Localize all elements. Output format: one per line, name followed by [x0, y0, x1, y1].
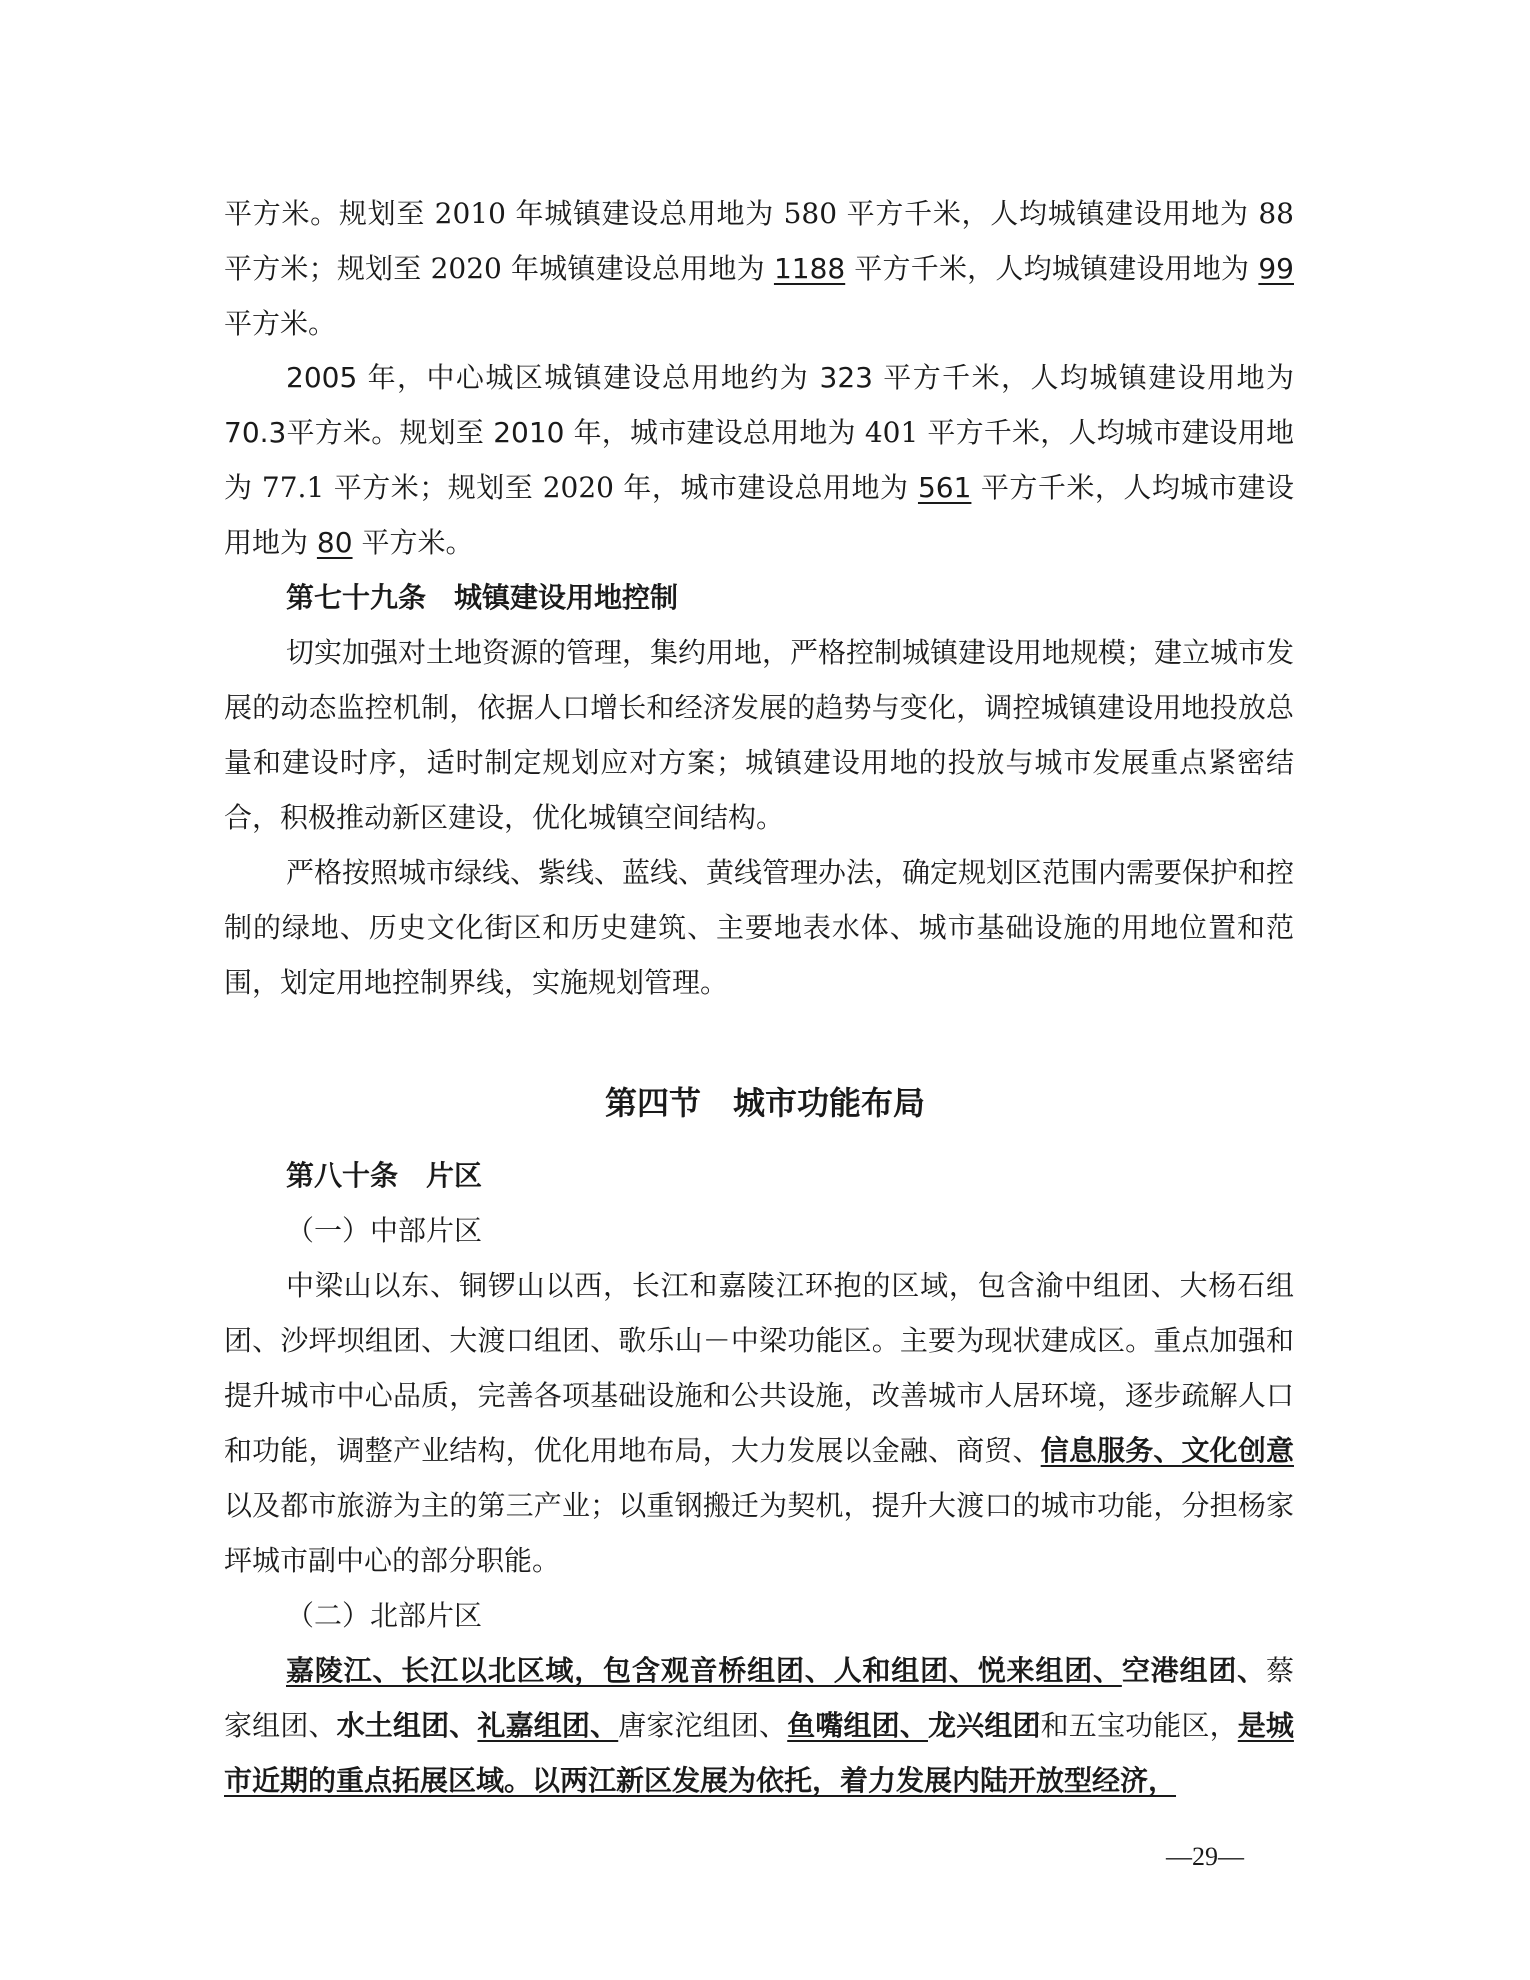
text-line: 用地为 80 平方米。	[224, 526, 474, 559]
article-heading: 第八十条 片区	[286, 1159, 483, 1192]
paragraph: 切实加强对土地资源的管理，集约用地，严格控制城镇建设用地规模；建立城市发展的动态监控机制，依据人口增长和经济发展的趋势与变化，调控城镇建设用地投放总量和建设时序，适时制定规划应对方案；城镇建设用地的投放与城市发展重点紧密结合，积极推动新区建设，优化城镇空间结构。	[224, 636, 1295, 834]
text-line: 为 77.1 平方米；规划至 2020 年，城市建设总用地为 561 平方千米，人均城市建设	[224, 471, 1294, 504]
section-title: 第四节 城市功能布局	[604, 1084, 925, 1122]
paragraph-land-use-continued	[224, 186, 1294, 351]
text-line: 平方米；规划至 2020 年城镇建设总用地为 1188 平方千米，人均城镇建设用地为 99	[224, 252, 1294, 285]
text-line: 70.3平方米。规划至 2010 年，城市建设总用地为 401 平方千米，人均城市建设用地	[224, 416, 1294, 449]
emphasized-text: 信息服务、文化创意	[1040, 1434, 1294, 1467]
underlined-value: 1188	[773, 252, 846, 285]
underlined-value: 561	[917, 471, 972, 504]
article-heading: 第七十九条 城镇建设用地控制	[286, 581, 679, 614]
text-line: 2005 年，中心城区城镇建设总用地约为 323 平方千米，人均城镇建设用地为	[286, 361, 1294, 394]
paragraph-central-district	[224, 350, 1294, 570]
text-line: 平方米。	[224, 307, 337, 340]
underlined-value: 99	[1258, 252, 1294, 285]
underlined-value: 80	[316, 526, 353, 559]
paragraph: 严格按照城市绿线、紫线、蓝线、黄线管理办法，确定规划区范围内需要保护和控制的绿地、历史文化街区和历史建筑、主要地表水体、城市基础设施的用地位置和范围，划定用地控制界线，实施规划管理。	[224, 856, 1295, 999]
page-number: —29—	[1166, 1842, 1244, 1871]
article-80	[224, 1148, 1294, 1808]
text-line: 平方米。规划至 2010 年城镇建设总用地为 580 平方千米，人均城镇建设用地为 88	[224, 197, 1294, 230]
subsection-heading: （二）北部片区	[286, 1599, 483, 1632]
paragraph-central-zone: 中梁山以东、铜锣山以西，长江和嘉陵江环抱的区域，包含渝中组团、大杨石组团、沙坪坝组团、大渡口组团、歌乐山－中梁功能区。主要为现状建成区。重点加强和提升城市中心品质，完善各项基础设施和公共设施，改善城市人居环境，逐步疏解人口和功能，调整产业结构，优化用地布局，大力发展以金融、商贸、信息服务、文化创意以及都市旅游为主的第三产业；以重钢搬迁为契机，提升大渡口的城市功能，分担杨家坪城市副中心的部分职能。	[224, 1269, 1294, 1577]
paragraph-north-zone: 嘉陵江、长江以北区域，包含观音桥组团、人和组团、悦来组团、空港组团、蔡家组团、水土组团、礼嘉组团、唐家沱组团、鱼嘴组团、龙兴组团和五宝功能区，是城市近期的重点拓展区域。以两江新区发展为依托，着力发展内陆开放型经济，	[224, 1654, 1294, 1797]
article-79	[224, 570, 1294, 1010]
subsection-heading: （一）中部片区	[286, 1214, 483, 1247]
